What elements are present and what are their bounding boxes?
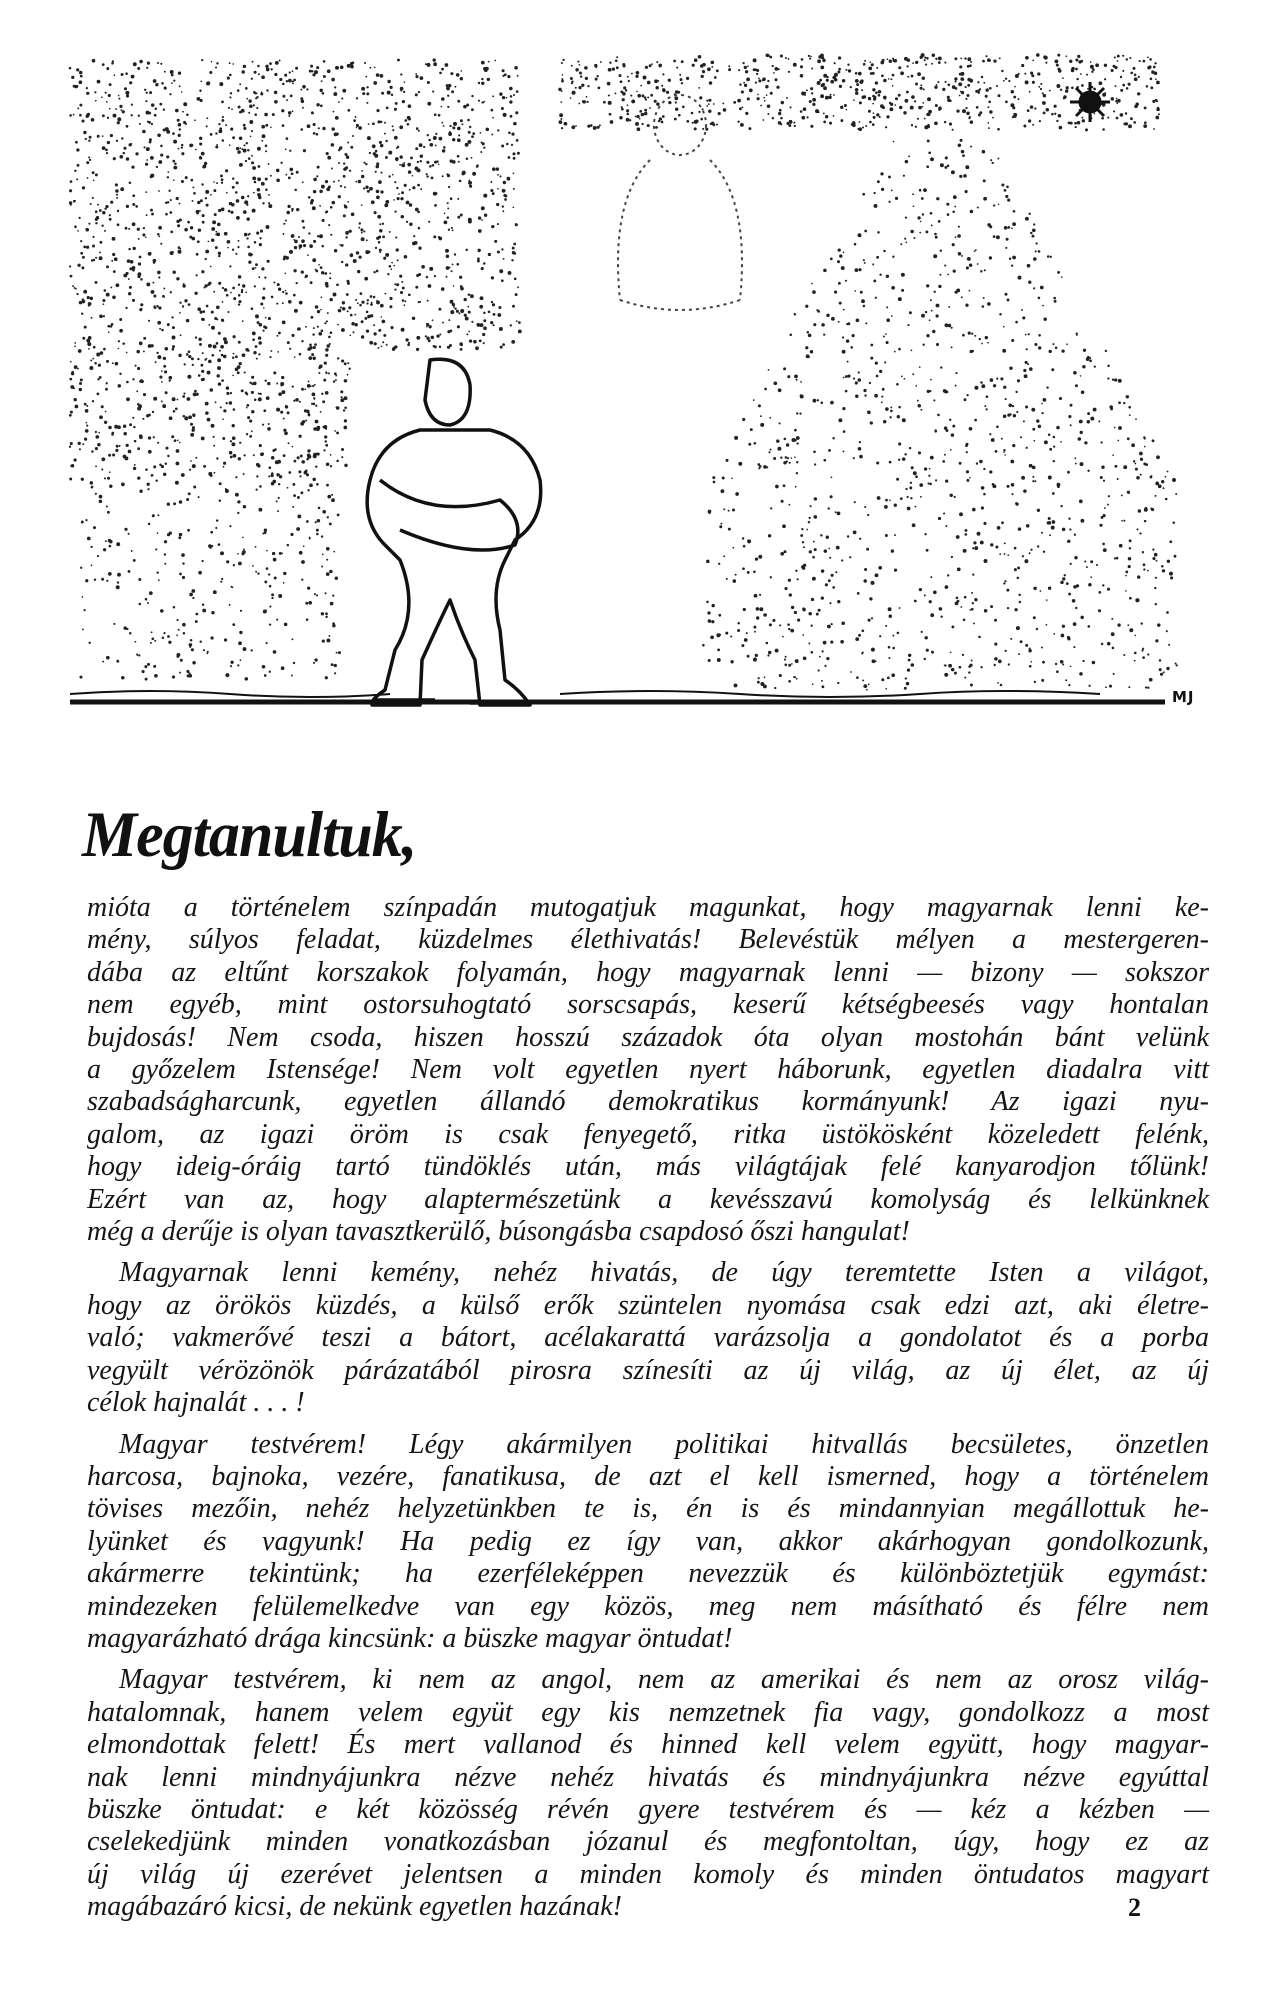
text-line: elmondottak felett! És mert vallanod és hinned kell velem együtt, hogy magyar- xyxy=(87,1729,1209,1761)
text-line: akármerre tekintünk; ha ezerféleképpen nevezzük és különböztetjük egymást: xyxy=(87,1558,1209,1590)
text-line: büszke öntudat: e két közösség révén gyere testvérem és — kéz a kézben — xyxy=(87,1793,1209,1825)
text-line: vegyült vérözönök párázatából pirosra színesíti az új világ, az új élet, az új xyxy=(87,1354,1209,1386)
sun-star-icon xyxy=(1070,82,1110,122)
ghost-figure xyxy=(618,95,742,310)
text-line: hatalomnak, hanem velem együt egy kis nemzetnek fia vagy, gondolkozz a most xyxy=(87,1696,1209,1728)
text-line: Magyar testvérem, ki nem az angol, nem az amerikai és nem az orosz világ- xyxy=(119,1664,1209,1696)
paragraph xyxy=(87,1429,1209,1656)
stipple-sky-clouds xyxy=(69,53,1178,691)
text-line: szabadságharcunk, egyetlen állandó demokratikus kormányunk! Az igazi nyu- xyxy=(87,1086,1209,1118)
text-line: magábazáró kicsi, de nekünk egyetlen hazának! xyxy=(87,1891,622,1923)
article-title: Megtanultuk, xyxy=(82,799,417,871)
ground-line xyxy=(70,691,1165,702)
page-number: 2 xyxy=(1128,1893,1141,1922)
text-line: mióta a történelem színpadán mutogatjuk magunkat, hogy magyarnak lenni ke- xyxy=(87,892,1209,923)
paragraph xyxy=(87,892,1209,1248)
text-line: új világ új ezerévet jelentsen a minden komoly és minden öntudatos magyart xyxy=(87,1858,1209,1890)
sower-illustration xyxy=(0,0,1266,740)
paragraph xyxy=(87,1664,1209,1923)
text-line: magyarázható drága kincsünk: a büszke magyar öntudat! xyxy=(87,1622,733,1654)
text-line: hogy ideig-óráig tartó tündöklés után, más világtájak felé kanyarodjon tőlünk! xyxy=(87,1151,1209,1183)
text-line: nem egyéb, mint ostorsuhogtató sorscsapás, keserű kétségbeesés vagy hontalan xyxy=(87,989,1209,1021)
text-line: mindezeken felülemelkedve van egy közös, meg nem másítható és félre nem xyxy=(87,1590,1209,1622)
text-line: nak lenni mindnyájunkra nézve nehéz hivatás és mindnyájunkra nézve egyúttal xyxy=(87,1761,1209,1793)
text-line: mény, súlyos feladat, küzdelmes élethivatás! Belevéstük mélyen a mestergeren- xyxy=(87,924,1209,956)
article-body xyxy=(87,892,1209,1933)
text-line: dába az eltűnt korszakok folyamán, hogy magyarnak lenni — bizony — sokszor xyxy=(87,956,1209,988)
text-line: a győzelem Istensége! Nem volt egyetlen nyert háborunk, egyetlen diadalra vitt xyxy=(87,1054,1209,1086)
text-line: hogy az örökös küzdés, a külső erők szüntelen nyomása csak edzi azt, aki életre- xyxy=(87,1289,1209,1321)
text-line: célok hajnalát . . . ! xyxy=(87,1387,305,1419)
artist-signature: MJ xyxy=(1172,688,1195,706)
text-line: cselekedjünk minden vonatkozásban józanul és megfontoltan, úgy, hogy ez az xyxy=(87,1826,1209,1858)
paragraph xyxy=(87,1257,1209,1419)
text-line: lyünket és vagyunk! Ha pedig ez így van, akkor akárhogyan gondolkozunk, xyxy=(87,1525,1209,1557)
text-line: galom, az igazi öröm is csak fenyegető, ritka üstökösként közeledett felénk, xyxy=(87,1118,1209,1150)
text-line: való; vakmerővé teszi a bátort, acélakarattá varázsolja a gondolatot és a porba xyxy=(87,1322,1209,1354)
text-line: még a derűje is olyan tavasztkerülő, búsongásba csapdosó őszi hangulat! xyxy=(87,1216,910,1248)
sower-figure xyxy=(367,359,541,705)
text-line: Ezért van az, hogy alaptermészetünk a kevésszavú komolyság és lelkünknek xyxy=(87,1183,1209,1215)
text-line: Magyar testvérem! Légy akármilyen politikai hitvallás becsületes, önzetlen xyxy=(119,1428,1209,1460)
text-line: harcosa, bajnoka, vezére, fanatikusa, de azt el kell ismerned, hogy a történelem xyxy=(87,1460,1209,1492)
text-line: Magyarnak lenni kemény, nehéz hivatás, de úgy teremtette Isten a világot, xyxy=(119,1257,1209,1289)
text-line: tövises mezőin, nehéz helyzetünkben te is, én is és mindannyian megállottuk he- xyxy=(87,1493,1209,1525)
text-line: bujdosás! Nem csoda, hiszen hosszú századok óta olyan mostohán bánt velünk xyxy=(87,1021,1209,1053)
